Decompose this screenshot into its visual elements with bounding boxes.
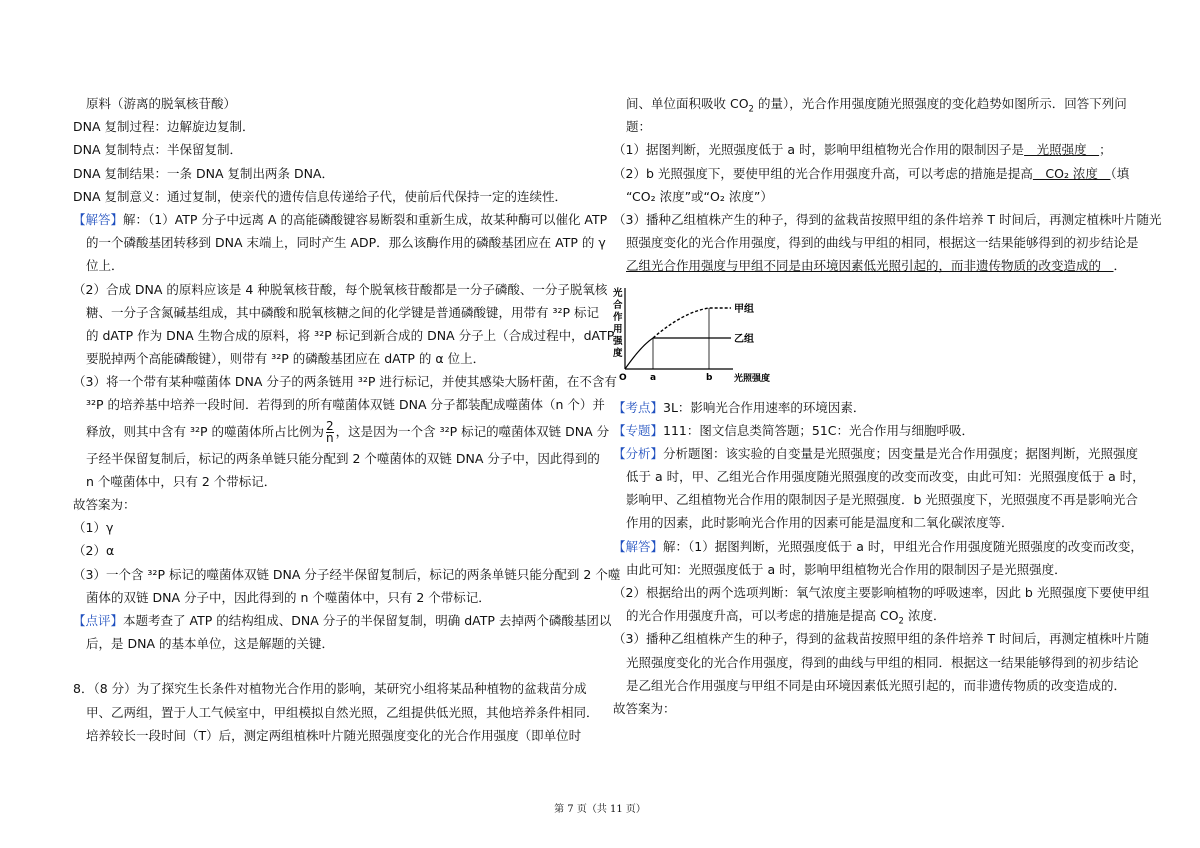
text-line: 是乙组光合作用强度与甲组不同是由环境因素低光照引起的，而非遗传物质的改变造成的．: [626, 677, 1127, 693]
text-line: “CO₂ 浓度”或“O₂ 浓度”）: [626, 188, 773, 204]
text-line: 光照强度变化的光合作用强度，得到的曲线与甲组的相同．根据这一结果能够得到的初步结论: [626, 654, 1139, 670]
zhuanti-line: [613, 419, 1143, 442]
right-column: [613, 92, 1162, 720]
zhuanti-tag: 【专题】: [613, 422, 664, 438]
page-footer: 第 7 页（共 11 页）: [554, 804, 646, 815]
text-line: ³²P 的培养基中培养一段时间．若得到的所有噬菌体双链 DNA 分子都装配成噬菌体（n 个）并: [86, 397, 605, 413]
y-label-char: 作: [613, 311, 623, 323]
text-line: DNA 复制过程：边解旋边复制．: [73, 119, 255, 135]
jieda-tag: 【解答】: [613, 538, 664, 554]
left-column: [73, 92, 621, 747]
jieda-line: [613, 535, 1143, 558]
text-line: [613, 92, 1143, 115]
answer-line: [73, 208, 608, 231]
y-label-char: 光: [613, 287, 623, 299]
subscript: 2: [898, 616, 904, 627]
text-line: 作用的因素，此时影响光合作用的因素可能是温度和二氧化碳浓度等．: [626, 515, 1014, 531]
review-tag: 【点评】: [73, 612, 124, 628]
text-line: 后，是 DNA 的基本单位，这是解题的关键．: [86, 636, 334, 652]
kaodian-line: [613, 396, 1143, 419]
answer-blank: 光照强度: [1024, 142, 1100, 158]
text: 解：（1）据图判断，光照强度低于 a 时，甲组光合作用强度随光照强度的改变而改变，: [663, 538, 1143, 554]
text-line: [613, 604, 1143, 627]
text: 本题考查了 ATP 的结构组成、DNA 分子的半保留复制，明确 dATP 去掉两个磷酸基团以: [123, 612, 612, 628]
fraction-numerator: 2: [326, 418, 334, 433]
text: 浓度．: [903, 608, 946, 624]
a-label: a: [650, 372, 657, 383]
text-line: 题：: [626, 119, 652, 135]
text-line: 由此可知：光照强度低于 a 时，影响甲组植物光合作用的限制因子是光照强度．: [626, 561, 1067, 577]
text: ．: [1113, 258, 1127, 274]
text-line: （2）合成 DNA 的原料应该是 4 种脱氧核苷酸，每个脱氧核苷酸都是一分子磷酸、一分子脱氧核: [73, 281, 608, 297]
answer-tag: 【解答】: [73, 211, 124, 227]
text-line: 的一个磷酸基团转移到 DNA 末端上，同时产生 ADP．那么该酶作用的磷酸基团应在 ATP 的 γ: [86, 235, 606, 251]
text: ；: [1099, 142, 1112, 158]
text-line: DNA 复制特点：半保留复制．: [73, 142, 243, 158]
text: 3L：影响光合作用速率的环境因素．: [663, 399, 866, 415]
text-line: DNA 复制结果：一条 DNA 复制出两条 DNA．: [73, 165, 334, 181]
answer-blank: CO₂ 浓度: [1032, 165, 1111, 181]
text-line: [613, 254, 1143, 277]
subscript: 2: [748, 104, 754, 115]
y-label-char: 用: [613, 323, 623, 335]
y-label-char: 强: [613, 335, 623, 347]
text-line: 子经半保留复制后，标记的两条单链只能分配到 2 个噬菌体的双链 DNA 分子中，因此得到的: [86, 450, 600, 466]
text: 解：（1）ATP 分子中远离 A 的高能磷酸键容易断裂和重新生成，故某种酶可以催化 ATP: [123, 211, 608, 227]
text-line: （2）α: [73, 543, 115, 559]
fraction: [326, 418, 334, 445]
fenxi-tag: 【分析】: [613, 445, 664, 461]
text-line: [613, 162, 1143, 185]
text: （填: [1110, 165, 1130, 181]
text: ，这是因为一个含 ³²P 标记的噬菌体双链 DNA 分: [335, 423, 610, 439]
text-line-fraction: [73, 417, 610, 447]
kaodian-tag: 【考点】: [613, 399, 664, 415]
text-line: DNA 复制意义：通过复制，使亲代的遗传信息传递给子代，使前后代保持一定的连续性．: [73, 188, 568, 204]
fenxi-line: [613, 442, 1143, 465]
yi-label: 乙组: [734, 333, 754, 345]
text-line: 影响甲、乙组植物光合作用的限制因子是光照强度．b 光照强度下，光照强度不再是影响光合: [626, 492, 1138, 508]
text-line: 菌体的双链 DNA 分子中，因此得到的 n 个噬菌体中，只有 2 个带标记．: [86, 589, 491, 605]
text-line: （2）根据给出的两个选项判断：氧气浓度主要影响植物的呼吸速率，因此 b 光照强度下要使甲组: [613, 585, 1150, 600]
graph-svg: [613, 284, 813, 384]
text-line: （3）播种乙组植株产生的种子，得到的盆栽苗按照甲组的条件培养 T 时间后，再测定植株叶片随光: [613, 211, 1162, 227]
text-line: 糖、一分子含氮碱基组成，其中磷酸和脱氧核糖之间的化学键是普通磷酸键，用带有 ³²P 标记: [86, 304, 600, 320]
y-axis-label: [613, 287, 623, 359]
x-axis-label: 光照强度: [734, 373, 771, 384]
text-line: n 个噬菌体中，只有 2 个带标记．: [86, 473, 277, 489]
text-line: 要脱掉两个高能磷酸键），则带有 ³²P 的磷酸基团应在 dATP 的 α 位上．: [86, 351, 486, 367]
text: 111：图文信息类简答题；51C：光合作用与细胞呼吸．: [663, 422, 975, 438]
y-label-char: 合: [613, 299, 623, 311]
photosynthesis-graph: [613, 284, 1143, 384]
origin-label: O: [619, 372, 627, 383]
text-line: 故答案为：: [73, 497, 136, 512]
jia-curve: [653, 308, 731, 338]
y-label-char: 度: [613, 347, 623, 359]
shared-curve-segment: [625, 338, 653, 369]
text-line: 原料（游离的脱氧核苷酸）: [86, 96, 237, 111]
answer-blank: 乙组光合作用强度与甲组不同是由环境因素低光照引起的，而非遗传物质的改变造成的: [626, 258, 1114, 274]
question-8-line: 8．（8 分）为了探究生长条件对植物光合作用的影响，某研究小组将某品种植物的盆栽苗分成: [73, 681, 587, 697]
text-line: 低于 a 时，甲、乙组光合作用强度随光照强度的改变而改变，由此可知：光照强度低于 a 时，: [626, 469, 1145, 485]
b-label: b: [706, 372, 713, 383]
text: 分析题图：该实验的自变量是光照强度；因变量是光合作用强度；据图判断，光照强度: [663, 445, 1139, 461]
text: （2）b 光照强度下，要使甲组的光合作用强度升高，可以考虑的措施是提高: [613, 165, 1033, 181]
text-line: 照强度变化的光合作用强度，得到的曲线与甲组的相同，根据这一结果能够得到的初步结论是: [626, 235, 1139, 251]
text: 的光合作用强度升高，可以考虑的措施是提高 CO: [626, 608, 899, 624]
text: 间、单位面积吸收 CO: [626, 96, 749, 111]
text-line: （3）播种乙组植株产生的种子，得到的盆栽苗按照甲组的条件培养 T 时间后，再测定植株叶片随: [613, 631, 1150, 647]
review-line: [73, 609, 612, 632]
text: 释放，则其中含有 ³²P 的噬菌体所占比例为: [86, 423, 325, 439]
text-line: 甲、乙两组，置于人工气候室中，甲组模拟自然光照，乙组提供低光照，其他培养条件相同．: [86, 704, 599, 720]
text-line: [613, 138, 1143, 161]
text: （1）据图判断，光照强度低于 a 时，影响甲组植物光合作用的限制因子是: [613, 142, 1025, 158]
text-line: （3）将一个带有某种噬菌体 DNA 分子的两条链用 ³²P 进行标记，并使其感染大肠杆菌，在不含有: [73, 374, 617, 390]
text-line: 培养较长一段时间（T）后，测定两组植株叶片随光照强度变化的光合作用强度（即单位时: [86, 727, 582, 743]
jia-label: 甲组: [734, 303, 754, 315]
text: 的量），光合作用强度随光照强度的变化趋势如图所示．回答下列问: [753, 96, 1127, 111]
text-line: 的 dATP 作为 DNA 生物合成的原料，将 ³²P 标记到新合成的 DNA 分子上（合成过程中，dATP: [86, 327, 615, 343]
text-line: （3）一个含 ³²P 标记的噬菌体双链 DNA 分子经半保留复制后，标记的两条单链只能分配到 2 个噬: [73, 566, 621, 582]
text-line: 位上．: [86, 258, 124, 274]
fraction-denominator: n: [326, 430, 334, 445]
text-line: 故答案为：: [613, 700, 676, 716]
text-line: （1）γ: [73, 520, 114, 536]
